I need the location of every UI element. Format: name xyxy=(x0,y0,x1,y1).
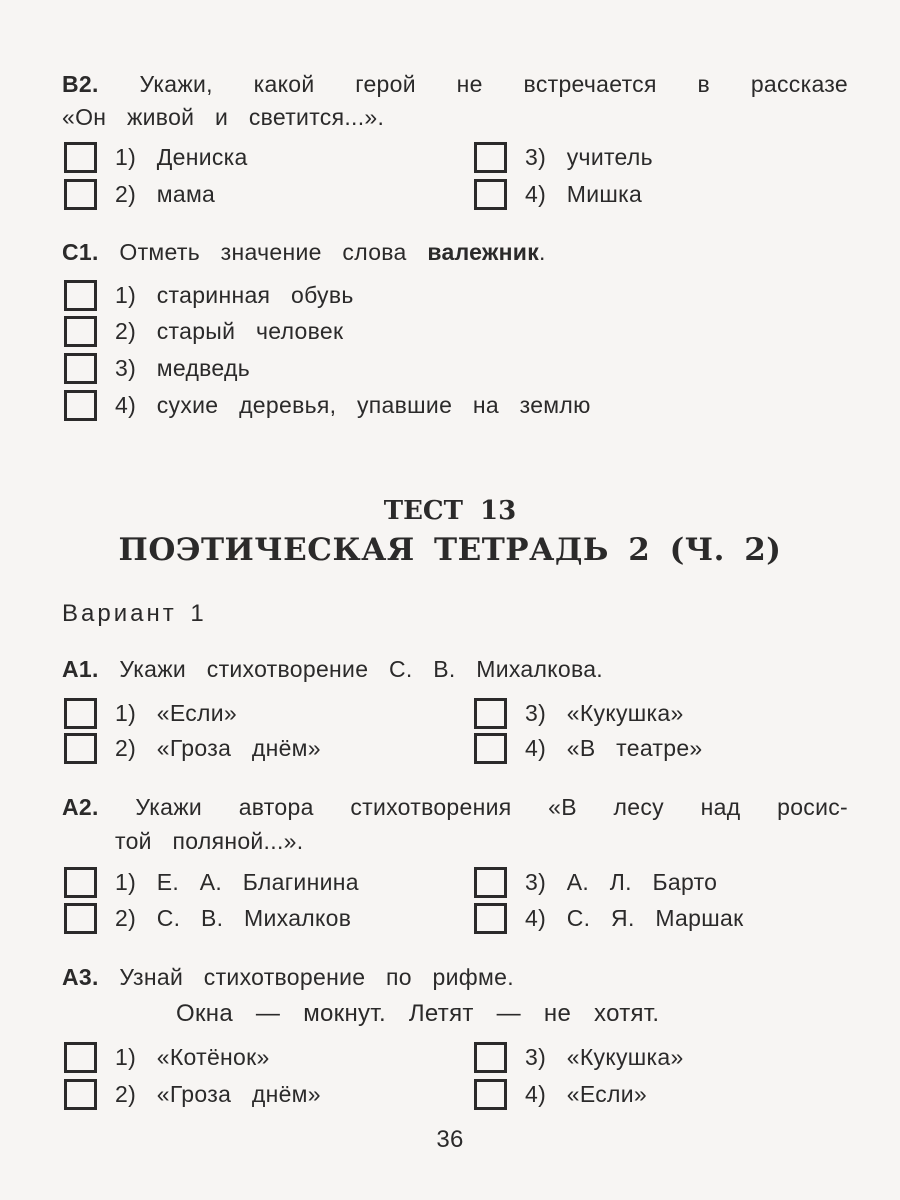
checkbox[interactable] xyxy=(474,733,507,764)
option-label: 2) «Гроза днём» xyxy=(115,735,321,761)
test-title: ПОЭТИЧЕСКАЯ ТЕТРАДЬ 2 (Ч. 2) xyxy=(118,532,782,568)
checkbox[interactable] xyxy=(64,353,97,384)
option-label: 3) А. Л. Барто xyxy=(525,869,718,895)
option-c1-1[interactable] xyxy=(64,280,354,311)
option-a2-4[interactable] xyxy=(474,903,743,934)
question-text: Узнай стихотворение по рифме. xyxy=(119,964,514,990)
option-label: 2) мама xyxy=(115,181,216,207)
option-a1-2[interactable] xyxy=(64,733,321,764)
checkbox[interactable] xyxy=(474,142,507,173)
checkbox[interactable] xyxy=(474,1042,507,1073)
question-a3 xyxy=(62,964,514,991)
option-label: 2) С. В. Михалков xyxy=(115,905,352,931)
checkbox[interactable] xyxy=(64,903,97,934)
option-a2-1[interactable] xyxy=(64,867,359,898)
checkbox[interactable] xyxy=(64,698,97,729)
option-a2-3[interactable] xyxy=(474,867,717,898)
question-id: C1. xyxy=(62,239,99,265)
option-label: 1) Дениска xyxy=(115,144,248,170)
option-a1-4[interactable] xyxy=(474,733,703,764)
checkbox[interactable] xyxy=(474,903,507,934)
question-b2-line2: «Он живой и светится...». xyxy=(62,104,385,130)
test-number: ТЕСТ 13 xyxy=(383,496,517,526)
option-a3-1[interactable] xyxy=(64,1042,270,1073)
option-a3-2[interactable] xyxy=(64,1079,321,1110)
option-c1-2[interactable] xyxy=(64,316,343,347)
option-label: 4) сухие деревья, упавшие на землю xyxy=(115,392,591,418)
option-label: 4) С. Я. Маршак xyxy=(525,905,744,931)
option-b2-1[interactable] xyxy=(64,142,248,173)
question-b2-line1 xyxy=(62,71,848,98)
punctuation: . xyxy=(539,239,546,265)
option-label: 4) Мишка xyxy=(525,181,643,207)
checkbox[interactable] xyxy=(64,867,97,898)
question-a1 xyxy=(62,656,603,683)
option-b2-3[interactable] xyxy=(474,142,653,173)
question-a2-line2: той поляной...». xyxy=(115,828,304,854)
option-label: 1) Е. А. Благинина xyxy=(115,869,359,895)
checkbox[interactable] xyxy=(64,142,97,173)
keyword: валежник xyxy=(427,239,540,265)
question-id: B2. xyxy=(62,71,99,97)
option-label: 4) «В театре» xyxy=(525,735,703,761)
option-label: 1) старинная обувь xyxy=(115,282,354,308)
checkbox[interactable] xyxy=(64,179,97,210)
checkbox[interactable] xyxy=(64,316,97,347)
rhyme-line: Окна — мокнут. Летят — не хотят. xyxy=(176,1000,660,1027)
question-a2-line1 xyxy=(62,794,848,821)
option-a3-3[interactable] xyxy=(474,1042,684,1073)
option-label: 2) старый человек xyxy=(115,318,344,344)
checkbox[interactable] xyxy=(64,1079,97,1110)
checkbox[interactable] xyxy=(64,1042,97,1073)
question-id: А2. xyxy=(62,794,99,820)
option-label: 3) «Кукушка» xyxy=(525,700,684,726)
option-a1-3[interactable] xyxy=(474,698,684,729)
question-text: Отметь значение слова xyxy=(119,239,407,265)
option-a2-2[interactable] xyxy=(64,903,351,934)
option-a1-1[interactable] xyxy=(64,698,237,729)
question-text: Укажи стихотворение С. В. Михалкова. xyxy=(119,656,604,682)
option-b2-4[interactable] xyxy=(474,179,642,210)
checkbox[interactable] xyxy=(64,733,97,764)
checkbox[interactable] xyxy=(474,698,507,729)
option-c1-4[interactable] xyxy=(64,390,591,421)
option-b2-2[interactable] xyxy=(64,179,215,210)
option-label: 1) «Котёнок» xyxy=(115,1044,270,1070)
option-label: 3) учитель xyxy=(525,144,653,170)
option-a3-4[interactable] xyxy=(474,1079,647,1110)
option-label: 3) медведь xyxy=(115,355,251,381)
checkbox[interactable] xyxy=(474,179,507,210)
question-text: Укажи автора стихотворения «В лесу над росис- xyxy=(135,794,848,820)
question-text: Укажи, какой герой не встречается в рассказе xyxy=(139,71,848,97)
option-c1-3[interactable] xyxy=(64,353,250,384)
question-id: А1. xyxy=(62,656,99,682)
option-label: 4) «Если» xyxy=(525,1081,647,1107)
option-label: 2) «Гроза днём» xyxy=(115,1081,321,1107)
question-id: А3. xyxy=(62,964,99,990)
checkbox[interactable] xyxy=(64,390,97,421)
variant-label: Вариант 1 xyxy=(62,600,207,627)
checkbox[interactable] xyxy=(64,280,97,311)
page-number: 36 xyxy=(436,1126,464,1153)
option-label: 3) «Кукушка» xyxy=(525,1044,684,1070)
question-c1 xyxy=(62,239,546,266)
option-label: 1) «Если» xyxy=(115,700,237,726)
checkbox[interactable] xyxy=(474,867,507,898)
checkbox[interactable] xyxy=(474,1079,507,1110)
